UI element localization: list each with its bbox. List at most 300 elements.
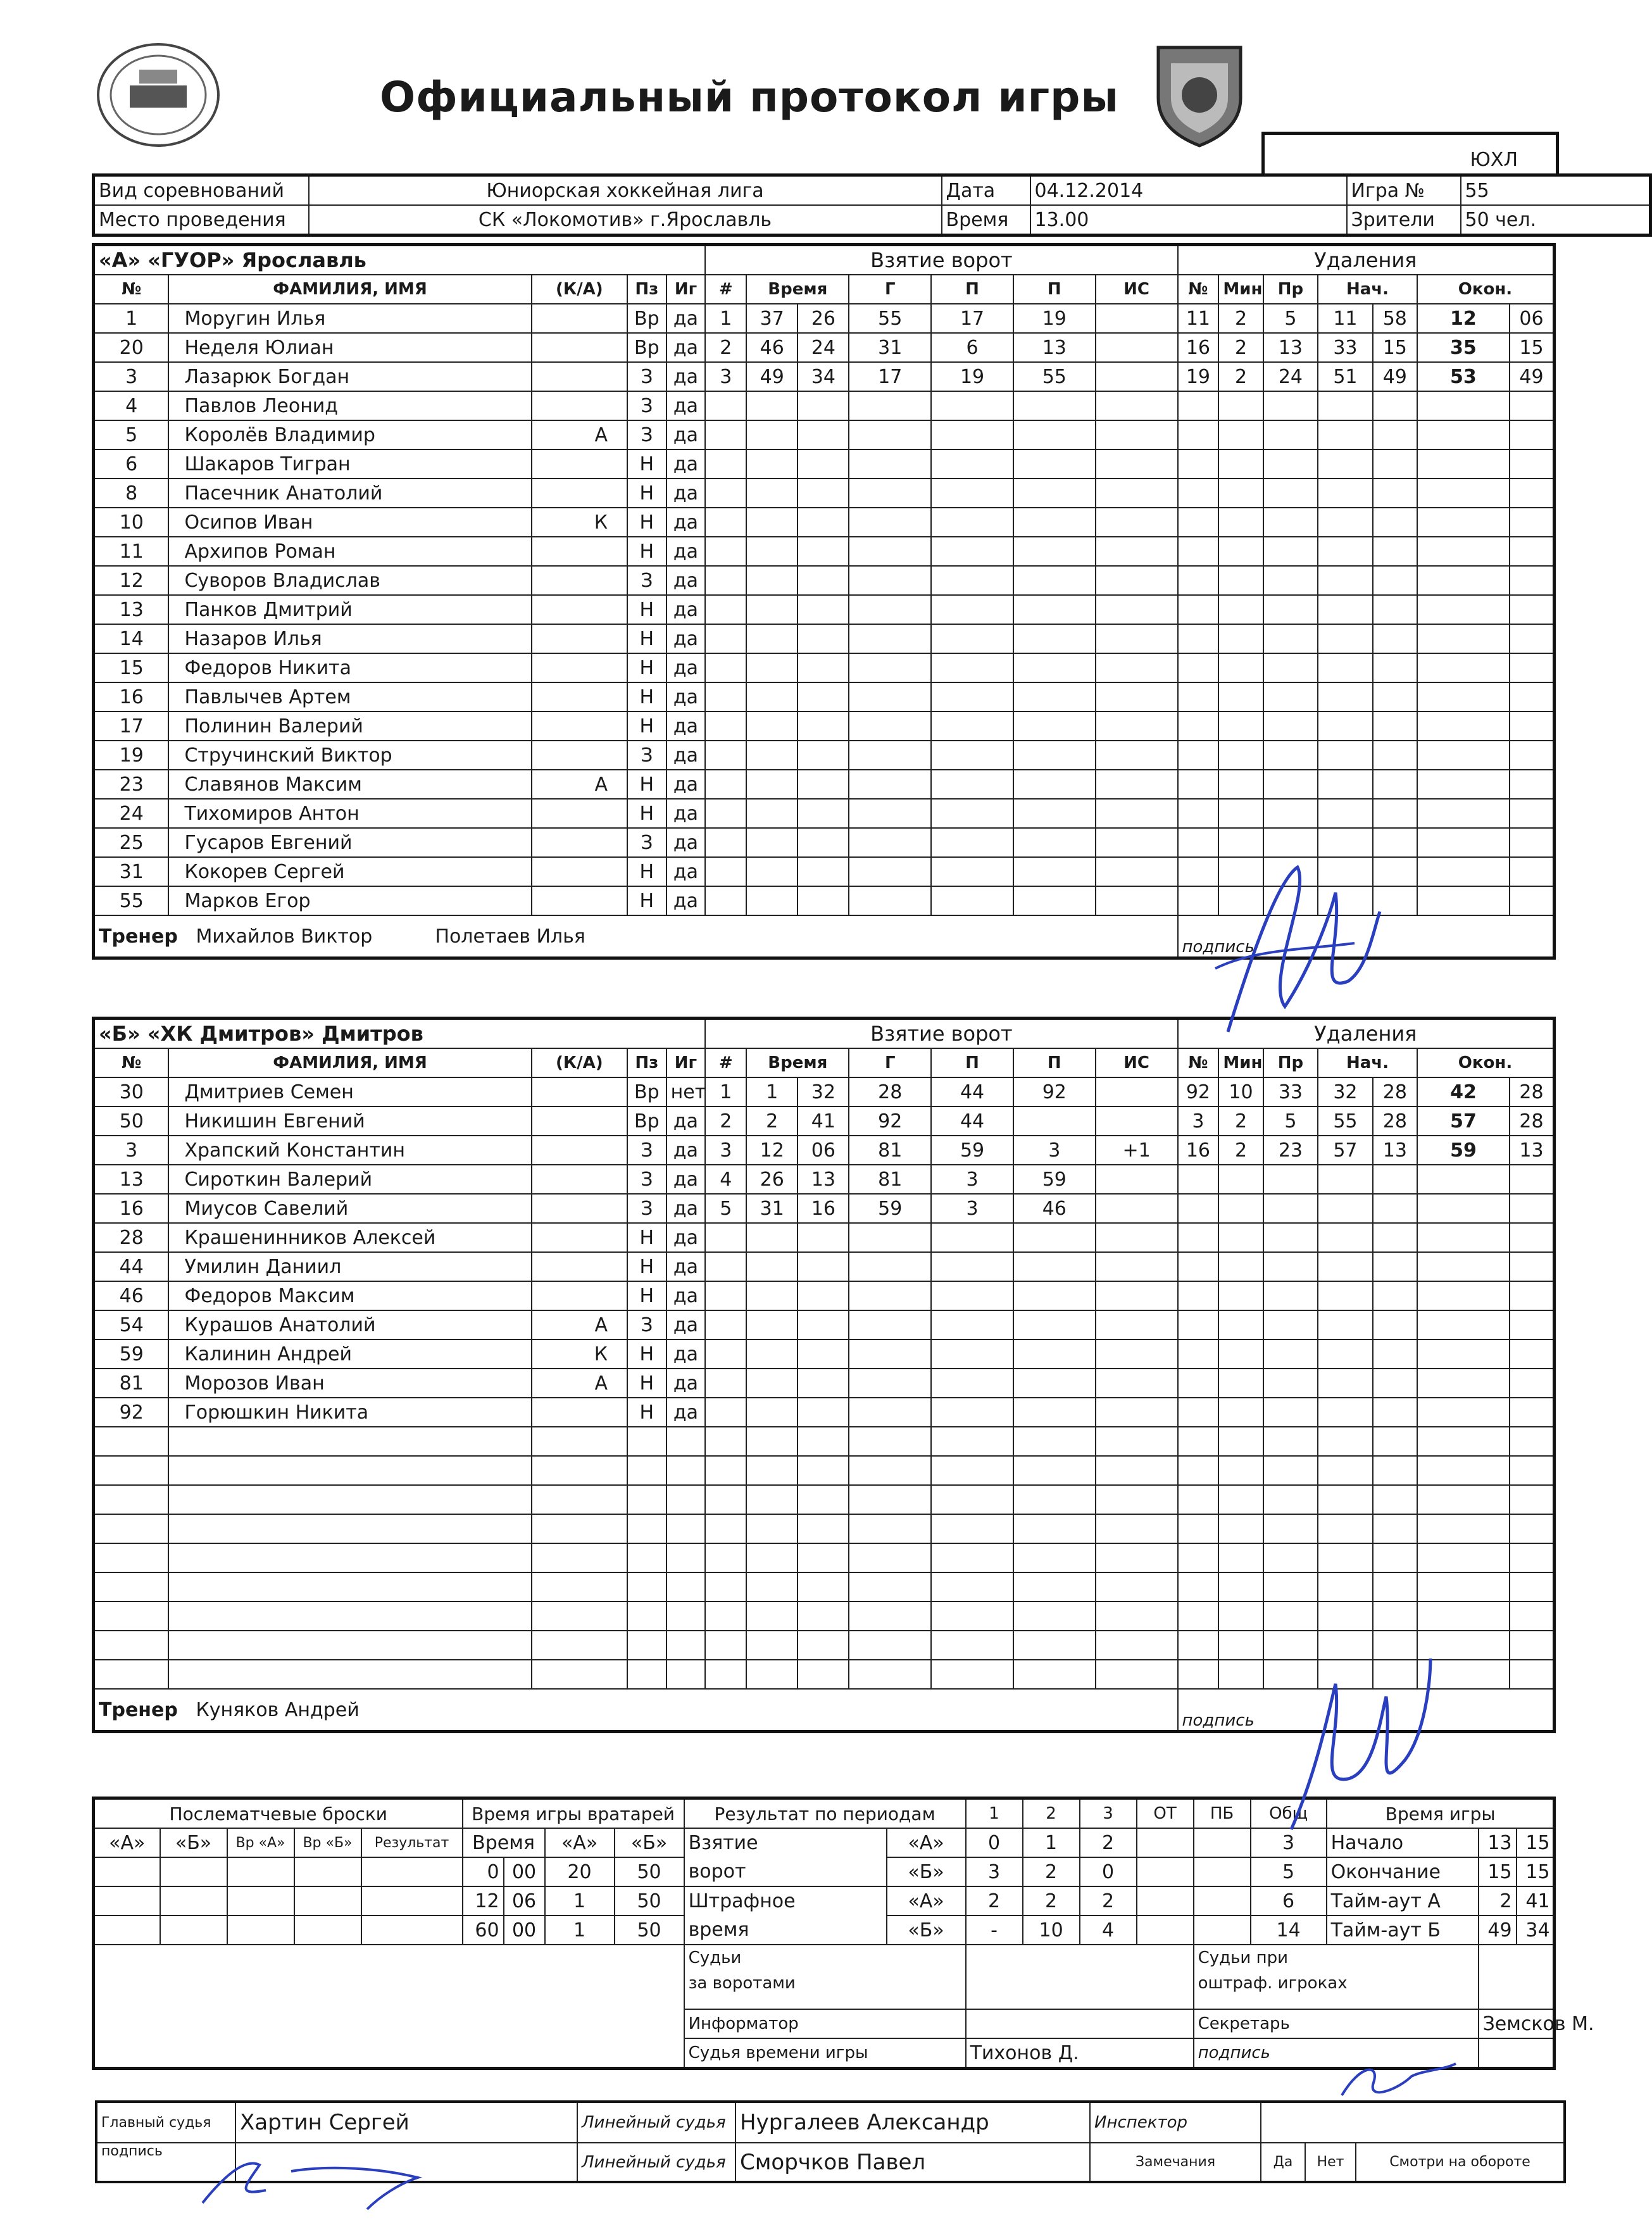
- goal-assist1: [931, 1602, 1013, 1631]
- goal-sec: [798, 1310, 849, 1339]
- pen-end-sec: 28: [1510, 1077, 1555, 1107]
- signature-a: [1203, 855, 1392, 1044]
- player-ka: [532, 1165, 627, 1194]
- pen-end-sec: [1510, 566, 1555, 595]
- goal-hash: [705, 479, 746, 508]
- summary-period-value: 4: [1080, 1916, 1137, 1945]
- pen-start-min: [1318, 449, 1373, 479]
- player-name: Шакаров Тигран: [168, 449, 531, 479]
- player-played: [666, 1602, 706, 1631]
- player-played: да: [666, 1165, 706, 1194]
- goal-min: [746, 595, 798, 624]
- goal-assist1: [931, 653, 1013, 682]
- pen-min: [1218, 537, 1263, 566]
- player-ka: [532, 1398, 627, 1427]
- player-played: да: [666, 508, 706, 537]
- gk-col-time: Время: [463, 1828, 545, 1857]
- goal-scorer: [849, 1543, 931, 1572]
- summary-period-value: 10: [1023, 1916, 1080, 1945]
- mhr-fhr-logo: [95, 41, 222, 149]
- pen-reason: [1263, 1485, 1318, 1514]
- player-played: [666, 1631, 706, 1660]
- player-name: Лазарюк Богдан: [168, 362, 531, 391]
- pen-end-min: [1417, 1165, 1510, 1194]
- goal-hash: 2: [705, 1107, 746, 1136]
- col-goal-time: Время: [746, 275, 849, 304]
- goal-scorer: [849, 391, 931, 420]
- player-pos: [627, 1514, 666, 1543]
- goal-assist1: [931, 537, 1013, 566]
- player-pos: З: [627, 362, 666, 391]
- player-ka: [532, 1485, 627, 1514]
- goal-hash: [705, 1339, 746, 1369]
- pen-reason: 5: [1263, 1107, 1318, 1136]
- player-number: 13: [94, 1165, 169, 1194]
- player-played: да: [666, 391, 706, 420]
- pen-start-min: [1318, 1223, 1373, 1252]
- pen-start-min: [1318, 1281, 1373, 1310]
- league-label: ЮХЛ: [1470, 149, 1518, 171]
- goal-hash: [705, 1398, 746, 1427]
- pen-number: [1178, 391, 1219, 420]
- goal-is: [1096, 741, 1178, 770]
- goal-is: [1096, 1631, 1178, 1660]
- goal-assist1: [931, 479, 1013, 508]
- coach-label: Тренер: [99, 925, 178, 948]
- table-row: [94, 595, 1555, 624]
- informer-value: [966, 2009, 1194, 2038]
- pen-start-min: [1318, 1485, 1373, 1514]
- player-pos: Н: [627, 624, 666, 653]
- player-ka: [532, 1427, 627, 1456]
- goal-scorer: [849, 1339, 931, 1369]
- pen-end-min: 59: [1417, 1136, 1510, 1165]
- goal-hash: [705, 624, 746, 653]
- goal-assist2: [1013, 857, 1096, 886]
- pen-reason: 23: [1263, 1136, 1318, 1165]
- goal-scorer: [849, 1281, 931, 1310]
- pen-min: [1218, 1660, 1263, 1689]
- goal-min: [746, 1631, 798, 1660]
- game-no-value: 55: [1461, 175, 1651, 206]
- goal-sec: [798, 1398, 849, 1427]
- pen-reason: [1263, 712, 1318, 741]
- shootout-col: Вр «Б»: [294, 1828, 361, 1857]
- goal-assist1: [931, 828, 1013, 857]
- table-row: [94, 1223, 1555, 1252]
- goal-hash: [705, 886, 746, 915]
- pen-reason: [1263, 1310, 1318, 1339]
- goal-is: [1096, 479, 1178, 508]
- goal-sec: [798, 799, 849, 828]
- pen-start-sec: [1373, 682, 1417, 712]
- pen-end-sec: [1510, 1543, 1555, 1572]
- goal-scorer: [849, 624, 931, 653]
- pen-number: [1178, 653, 1219, 682]
- summary-period-value: [1137, 1886, 1194, 1916]
- period-title: Результат по периодам: [684, 1798, 966, 1829]
- date-value: 04.12.2014: [1030, 175, 1347, 206]
- goal-scorer: [849, 420, 931, 449]
- player-name: Тихомиров Антон: [168, 799, 531, 828]
- pen-reason: [1263, 1398, 1318, 1427]
- pen-number: 19: [1178, 362, 1219, 391]
- player-pos: Н: [627, 682, 666, 712]
- pen-min: [1218, 479, 1263, 508]
- pen-reason: [1263, 479, 1318, 508]
- goal-scorer: [849, 1514, 931, 1543]
- player-played: [666, 1572, 706, 1602]
- player-number: 59: [94, 1339, 169, 1369]
- yhl-shield-logo: [1152, 35, 1247, 149]
- pen-end-min: [1417, 1339, 1510, 1369]
- table-row: [94, 1252, 1555, 1281]
- player-ka: [532, 712, 627, 741]
- goal-assist2: [1013, 1514, 1096, 1543]
- player-played: да: [666, 1281, 706, 1310]
- gt-label: Окончание: [1327, 1857, 1479, 1886]
- goal-min: 1: [746, 1077, 798, 1107]
- pen-start-sec: 15: [1373, 333, 1417, 362]
- goal-assist1: [931, 1631, 1013, 1660]
- player-name: Неделя Юлиан: [168, 333, 531, 362]
- goal-assist2: [1013, 1252, 1096, 1281]
- player-name: Морозов Иван: [168, 1369, 531, 1398]
- pen-end-min: [1417, 886, 1510, 915]
- col-goal-hash: #: [705, 275, 746, 304]
- table-row: [94, 1485, 1555, 1514]
- player-pos: З: [627, 1194, 666, 1223]
- goal-sec: 24: [798, 333, 849, 362]
- player-ka: [532, 1514, 627, 1543]
- goal-is: +1: [1096, 1136, 1178, 1165]
- goal-assist2: [1013, 1456, 1096, 1485]
- goal-sec: [798, 1339, 849, 1369]
- pen-min: 2: [1218, 362, 1263, 391]
- player-name: [168, 1456, 531, 1485]
- goal-min: [746, 420, 798, 449]
- table-row: [94, 770, 1555, 799]
- goal-scorer: 81: [849, 1136, 931, 1165]
- team_a-coach-cell: [94, 915, 1178, 958]
- player-pos: Н: [627, 712, 666, 741]
- pen-start-min: [1318, 770, 1373, 799]
- pen-start-min: [1318, 1398, 1373, 1427]
- pen-start-sec: [1373, 770, 1417, 799]
- goal-assist1: [931, 1572, 1013, 1602]
- player-pos: [627, 1572, 666, 1602]
- table-row: [94, 624, 1555, 653]
- pen-end-min: [1417, 1194, 1510, 1223]
- linesman-label-1: Линейный судья: [577, 2102, 735, 2143]
- pen-min: [1218, 1398, 1263, 1427]
- coach-name-1: Куняков Андрей: [196, 1698, 360, 1721]
- table-row: [94, 1398, 1555, 1427]
- period-col: Общ: [1251, 1798, 1327, 1829]
- goal-is: [1096, 1456, 1178, 1485]
- player-number: 20: [94, 333, 169, 362]
- goal-assist2: [1013, 1427, 1096, 1456]
- player-ka: А: [532, 1369, 627, 1398]
- goal-is: [1096, 886, 1178, 915]
- goal-is: [1096, 799, 1178, 828]
- timekeeper-value: Тихонов Д.: [966, 2038, 1194, 2069]
- pen-min: [1218, 624, 1263, 653]
- goal-scorer: [849, 1223, 931, 1252]
- goal-is: [1096, 449, 1178, 479]
- player-number: 6: [94, 449, 169, 479]
- player-number: 24: [94, 799, 169, 828]
- gt-hour: 49: [1479, 1916, 1517, 1945]
- pen-start-min: 32: [1318, 1077, 1373, 1107]
- goal-is: [1096, 712, 1178, 741]
- goal-assist1: [931, 886, 1013, 915]
- pen-number: 16: [1178, 1136, 1219, 1165]
- player-number: [94, 1427, 169, 1456]
- player-pos: З: [627, 1310, 666, 1339]
- pen-start-min: [1318, 1252, 1373, 1281]
- pen-reason: [1263, 391, 1318, 420]
- goal-min: [746, 624, 798, 653]
- goal-is: [1096, 1252, 1178, 1281]
- goal-assist2: [1013, 449, 1096, 479]
- pen-start-min: [1318, 712, 1373, 741]
- player-pos: З: [627, 828, 666, 857]
- player-name: Горюшкин Никита: [168, 1398, 531, 1427]
- table-row: [94, 1281, 1555, 1310]
- goal-is: [1096, 1572, 1178, 1602]
- goal-hash: [705, 595, 746, 624]
- goal-min: 12: [746, 1136, 798, 1165]
- goal-hash: [705, 1485, 746, 1514]
- goal-scorer: [849, 682, 931, 712]
- goal-assist1: [931, 449, 1013, 479]
- summary-period-value: [1137, 1857, 1194, 1886]
- pen-end-sec: [1510, 1194, 1555, 1223]
- pen-reason: [1263, 1223, 1318, 1252]
- player-ka: К: [532, 1339, 627, 1369]
- pen-start-sec: 13: [1373, 1136, 1417, 1165]
- table-row: [94, 362, 1555, 391]
- player-pos: Вр: [627, 304, 666, 333]
- pen-min: [1218, 1485, 1263, 1514]
- goal-scorer: [849, 1602, 931, 1631]
- player-name: [168, 1543, 531, 1572]
- table-row: [94, 391, 1555, 420]
- pen-end-sec: [1510, 1281, 1555, 1310]
- shootout-cell: [361, 1916, 463, 1945]
- table-row: [94, 304, 1555, 333]
- pen-reason: [1263, 449, 1318, 479]
- pen-end-sec: [1510, 1223, 1555, 1252]
- goal-is: [1096, 624, 1178, 653]
- player-number: 30: [94, 1077, 169, 1107]
- team_a-signature-label: подпись: [1178, 915, 1555, 958]
- table-row: [94, 566, 1555, 595]
- table-row: [94, 1136, 1555, 1165]
- pen-reason: [1263, 624, 1318, 653]
- pen-end-min: [1417, 799, 1510, 828]
- pen-end-min: [1417, 508, 1510, 537]
- shootout-cell: [160, 1916, 227, 1945]
- pen-end-sec: [1510, 537, 1555, 566]
- player-ka: [532, 886, 627, 915]
- pen-start-min: [1318, 566, 1373, 595]
- pen-min: 2: [1218, 333, 1263, 362]
- pen-number: 11: [1178, 304, 1219, 333]
- pen-start-min: 57: [1318, 1136, 1373, 1165]
- pen-number: [1178, 1369, 1219, 1398]
- pen-start-min: [1318, 624, 1373, 653]
- pen-number: 92: [1178, 1077, 1219, 1107]
- pen-end-min: 57: [1417, 1107, 1510, 1136]
- pen-min: [1218, 508, 1263, 537]
- player-number: 81: [94, 1369, 169, 1398]
- game-time-title: Время игры: [1327, 1798, 1555, 1829]
- player-ka: [532, 1572, 627, 1602]
- pen-min: [1218, 1456, 1263, 1485]
- player-name: Славянов Максим: [168, 770, 531, 799]
- pen-end-sec: [1510, 624, 1555, 653]
- pen-number: [1178, 770, 1219, 799]
- secretary-signature-label: подпись: [1194, 2038, 1479, 2069]
- goal-sec: [798, 1660, 849, 1689]
- pen-reason: [1263, 1194, 1318, 1223]
- player-ka: [532, 1136, 627, 1165]
- pen-min: [1218, 1602, 1263, 1631]
- goal-is: [1096, 1194, 1178, 1223]
- pen-start-sec: [1373, 1456, 1417, 1485]
- player-number: 55: [94, 886, 169, 915]
- goals-a-period: [1137, 1828, 1194, 1857]
- goal-sec: [798, 653, 849, 682]
- goal-assist2: [1013, 391, 1096, 420]
- signature-referee: [190, 2146, 494, 2216]
- pen-reason: [1263, 653, 1318, 682]
- goal-min: [746, 828, 798, 857]
- goal-assist1: [931, 391, 1013, 420]
- player-played: да: [666, 1194, 706, 1223]
- pen-end-sec: [1510, 799, 1555, 828]
- goal-hash: [705, 682, 746, 712]
- goal-scorer: [849, 1660, 931, 1689]
- goal-assist2: [1013, 624, 1096, 653]
- pen-start-sec: [1373, 741, 1417, 770]
- goal-sec: [798, 857, 849, 886]
- player-ka: К: [532, 508, 627, 537]
- pen-reason: 33: [1263, 1077, 1318, 1107]
- pen-end-sec: [1510, 1310, 1555, 1339]
- col-pen-pr: Пр: [1263, 1048, 1318, 1077]
- pen-min: [1218, 682, 1263, 712]
- goal-min: 46: [746, 333, 798, 362]
- pen-number: [1178, 537, 1219, 566]
- goal-assist1: [931, 1252, 1013, 1281]
- pen-start-min: [1318, 828, 1373, 857]
- pen-number: [1178, 1194, 1219, 1223]
- shootout-col: «А»: [94, 1828, 160, 1857]
- summary-empty-area: [94, 1945, 684, 2069]
- goal-assist2: [1013, 1660, 1096, 1689]
- pen-end-sec: 49: [1510, 362, 1555, 391]
- penalty-judges-value: [1479, 1945, 1555, 2009]
- pen-number: [1178, 1223, 1219, 1252]
- pen-start-sec: [1373, 1223, 1417, 1252]
- goal-is: [1096, 1165, 1178, 1194]
- goal-sec: 13: [798, 1165, 849, 1194]
- table-row: [94, 741, 1555, 770]
- goal-scorer: [849, 537, 931, 566]
- summary-period-value: 2: [1080, 1886, 1137, 1916]
- goal-min: [746, 886, 798, 915]
- player-pos: Н: [627, 508, 666, 537]
- player-ka: [532, 1602, 627, 1631]
- player-pos: З: [627, 1136, 666, 1165]
- pen-min: [1218, 1369, 1263, 1398]
- goal-assist1: [931, 712, 1013, 741]
- gk-a: 1: [545, 1916, 615, 1945]
- team_a-penalties-heading: Удаления: [1178, 245, 1555, 275]
- pen-start-sec: 28: [1373, 1107, 1417, 1136]
- pen-min: 2: [1218, 1107, 1263, 1136]
- player-name: Никишин Евгений: [168, 1107, 531, 1136]
- goal-sec: [798, 1369, 849, 1398]
- player-name: [168, 1572, 531, 1602]
- player-number: 3: [94, 362, 169, 391]
- pen-start-min: [1318, 799, 1373, 828]
- pen-end-sec: [1510, 1456, 1555, 1485]
- player-pos: Н: [627, 537, 666, 566]
- goal-assist2: [1013, 886, 1096, 915]
- player-number: 13: [94, 595, 169, 624]
- player-number: 19: [94, 741, 169, 770]
- player-ka: [532, 1543, 627, 1572]
- pen-end-sec: [1510, 857, 1555, 886]
- player-played: да: [666, 770, 706, 799]
- player-name: Калинин Андрей: [168, 1339, 531, 1369]
- remarks-label: Замечания: [1090, 2143, 1261, 2182]
- table-row: [94, 420, 1555, 449]
- pen-end-min: [1417, 1369, 1510, 1398]
- summary-period-value: 0: [1080, 1857, 1137, 1886]
- goal-sec: [798, 1281, 849, 1310]
- pen-end-sec: [1510, 479, 1555, 508]
- player-ka: [532, 304, 627, 333]
- pen-start-min: [1318, 1310, 1373, 1339]
- pen-end-sec: [1510, 1398, 1555, 1427]
- gk-a: 1: [545, 1886, 615, 1916]
- player-played: [666, 1427, 706, 1456]
- table-row: [94, 508, 1555, 537]
- pen-number: [1178, 420, 1219, 449]
- gk-min: 0: [463, 1857, 504, 1886]
- pen-end-sec: [1510, 886, 1555, 915]
- gt-min: 15: [1517, 1857, 1555, 1886]
- team_a-goals-heading: Взятие ворот: [705, 245, 1177, 275]
- pen-start-sec: 28: [1373, 1077, 1417, 1107]
- goal-hash: [705, 770, 746, 799]
- player-pos: Вр: [627, 1077, 666, 1107]
- inspector-label: Инспектор: [1090, 2102, 1261, 2143]
- goal-assist2: [1013, 1485, 1096, 1514]
- goal-assist1: [931, 508, 1013, 537]
- goal-scorer: [849, 1398, 931, 1427]
- pen-end-min: [1417, 1602, 1510, 1631]
- informer-label: Информатор: [684, 2009, 966, 2038]
- goal-hash: [705, 537, 746, 566]
- player-ka: [532, 1223, 627, 1252]
- player-ka: [532, 624, 627, 653]
